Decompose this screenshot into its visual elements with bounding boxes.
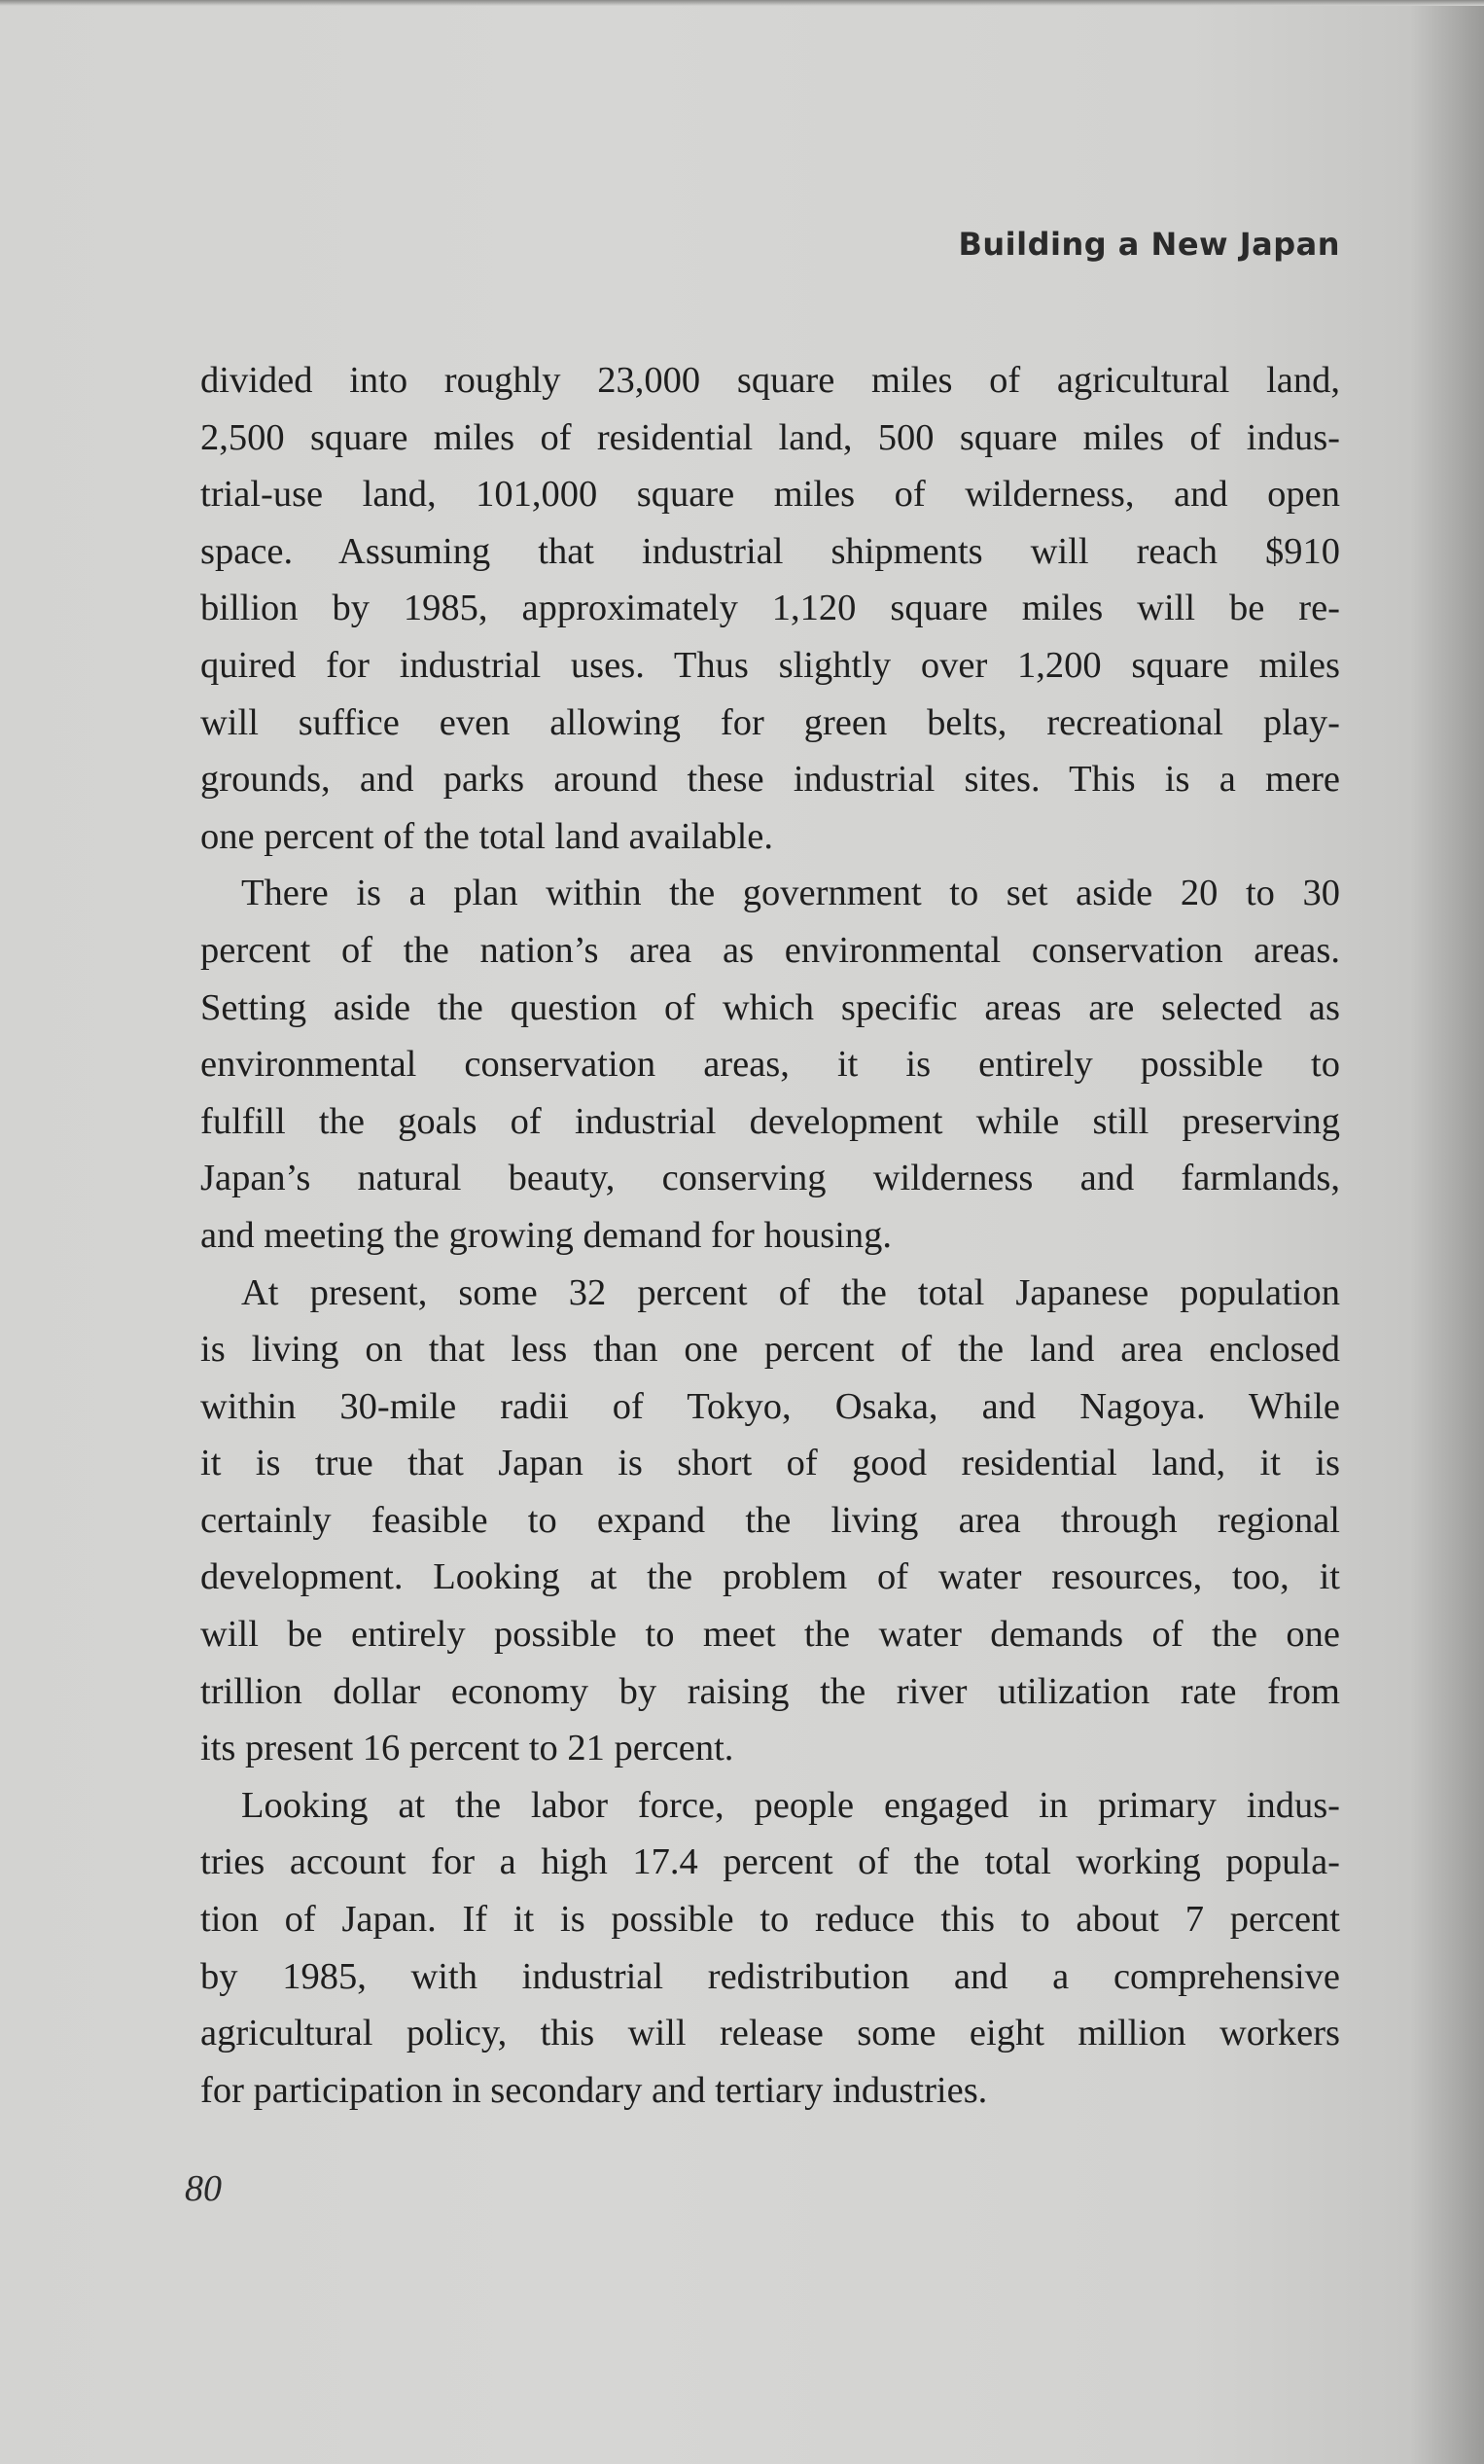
text-line: percent of the nation’s area as environmental conservation areas. xyxy=(200,929,1340,971)
paragraph xyxy=(200,1777,1340,2120)
text-line: by 1985, with industrial redistribution and a comprehensive xyxy=(200,1955,1340,1997)
paragraph xyxy=(200,352,1340,865)
text-line: development. Looking at the problem of water resources, too, it xyxy=(200,1556,1340,1598)
page-number: 80 xyxy=(185,2168,222,2209)
text-line: agricultural policy, this will release some eight million workers xyxy=(200,2013,1340,2054)
text-line: There is a plan within the government to set aside 20 to 30 xyxy=(241,873,1340,914)
text-line: it is true that Japan is short of good residential land, it is xyxy=(200,1443,1340,1484)
text-line: 2,500 square miles of residential land, 500 square miles of indus- xyxy=(200,416,1340,458)
text-line: fulfill the goals of industrial development while still preserving xyxy=(200,1100,1340,1142)
text-line: one percent of the total land available. xyxy=(200,815,774,857)
text-line: certainly feasible to expand the living area through regional xyxy=(200,1499,1340,1541)
text-line: will be entirely possible to meet the water demands of the one xyxy=(200,1614,1340,1656)
text-line: billion by 1985, approximately 1,120 square miles will be re- xyxy=(200,588,1340,629)
text-line: trillion dollar economy by raising the river utilization rate from xyxy=(200,1670,1340,1712)
body-text xyxy=(200,352,1340,2119)
page-top-edge xyxy=(0,0,1484,6)
paragraph xyxy=(200,1265,1340,1777)
text-line: within 30-mile radii of Tokyo, Osaka, and Nagoya. While xyxy=(200,1385,1340,1427)
text-line: At present, some 32 percent of the total Japanese population xyxy=(241,1271,1340,1313)
text-line: is living on that less than one percent of the land area enclosed xyxy=(200,1329,1340,1371)
text-line: its present 16 percent to 21 percent. xyxy=(200,1728,734,1769)
text-line: tion of Japan. If it is possible to reduce this to about 7 percent xyxy=(200,1899,1340,1941)
text-line: tries account for a high 17.4 percent of the total working popula- xyxy=(200,1841,1340,1883)
text-line: space. Assuming that industrial shipments will reach $910 xyxy=(200,530,1340,572)
text-line: Looking at the labor force, people engaged in primary indus- xyxy=(241,1784,1340,1826)
text-line: grounds, and parks around these industrial sites. This is a mere xyxy=(200,759,1340,801)
text-line: Setting aside the question of which specific areas are selected as xyxy=(200,986,1340,1028)
text-line: divided into roughly 23,000 square miles of agricultural land, xyxy=(200,360,1340,401)
text-line: environmental conservation areas, it is entirely possible to xyxy=(200,1044,1340,1086)
text-line: trial-use land, 101,000 square miles of wilderness, and open xyxy=(200,474,1340,516)
text-line: will suffice even allowing for green belts, recreational play- xyxy=(200,701,1340,743)
text-line: for participation in secondary and tertiary industries. xyxy=(200,2069,988,2111)
text-line: quired for industrial uses. Thus slightly over 1,200 square miles xyxy=(200,644,1340,686)
text-line: and meeting the growing demand for housing. xyxy=(200,1214,893,1256)
text-line: Japan’s natural beauty, conserving wilderness and farmlands, xyxy=(200,1158,1340,1199)
running-header: Building a New Japan xyxy=(958,226,1340,263)
paragraph xyxy=(200,865,1340,1264)
